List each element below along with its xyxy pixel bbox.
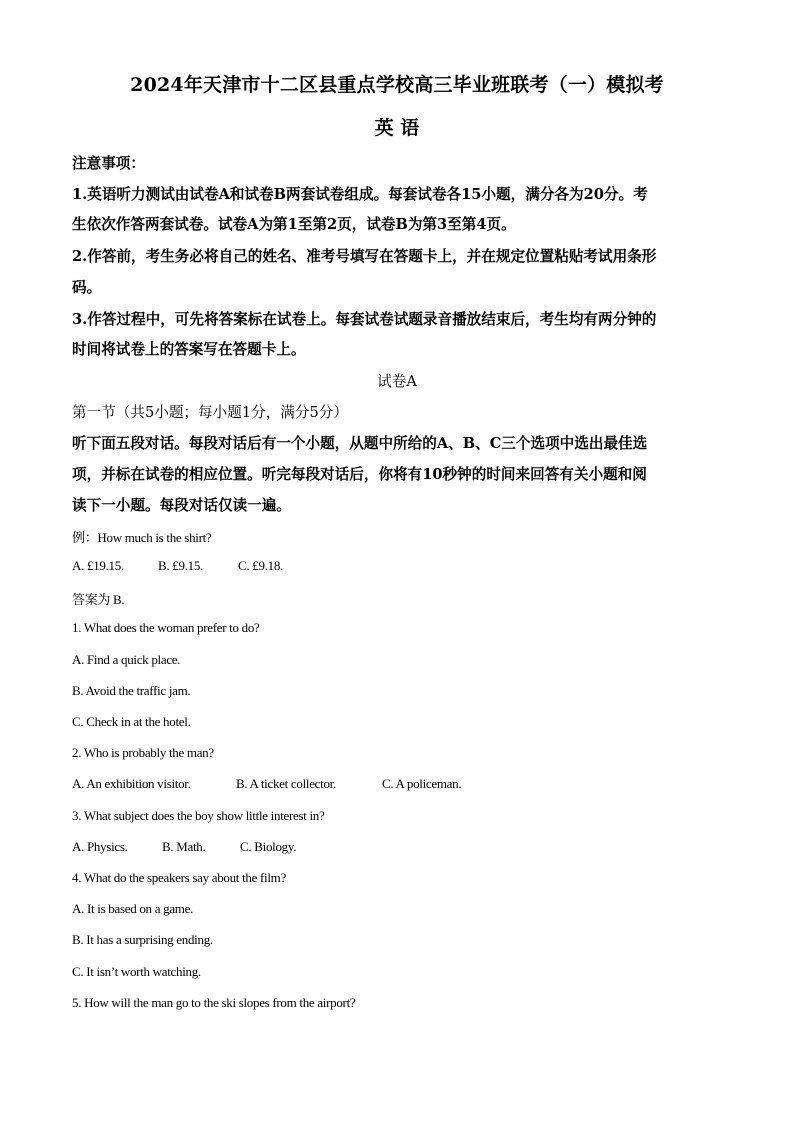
note-1-line-1: 1.英语听力测试由试卷A和试卷B两套试卷组成。每套试卷各15小题，满分各为20分。考 <box>72 186 648 203</box>
note-2-line-1: 2.作答前，考生务必将自己的姓名、准考号填写在答题卡上，并在规定位置粘贴考试用条形 <box>72 248 657 265</box>
exam-title: 2024年天津市十二区县重点学校高三毕业班联考（一）模拟考 <box>130 74 664 96</box>
note-3-line-1: 3.作答过程中，可先将答案标在试卷上。每套试卷试题录音播放结束后，考生均有两分钟的 <box>72 311 657 328</box>
question-4-option-a: A. It is based on a game. <box>72 901 194 916</box>
note-2-line-2: 码。 <box>72 279 102 296</box>
question-5: 5. How will the man go to the ski slopes from the airport? <box>72 995 356 1010</box>
note-3-line-2: 时间将试卷上的答案写在答题卡上。 <box>72 341 306 358</box>
question-4-option-b: B. It has a surprising ending. <box>72 932 213 947</box>
section-heading: 第一节（共5小题；每小题1分，满分5分） <box>72 404 348 421</box>
instructions-line-3: 读下一小题。每段对话仅读一遍。 <box>72 497 291 514</box>
question-3-option-b: B. Math. <box>162 839 206 854</box>
example-option-c: C. £9.18. <box>238 558 283 573</box>
instructions-line-1: 听下面五段对话。每段对话后有一个小题，从题中所给的A、B、C三个选项中选出最佳选 <box>72 435 648 452</box>
example-option-b: B. £9.15. <box>158 558 203 573</box>
question-4: 4. What do the speakers say about the film? <box>72 870 286 885</box>
instructions-line-2: 项，并标在试卷的相应位置。听完每段对话后，你将有10秒钟的时间来回答有关小题和阅 <box>72 466 647 483</box>
question-3-option-a: A. Physics. <box>72 839 128 854</box>
question-2-option-b: B. A ticket collector. <box>236 776 336 791</box>
exam-subject: 英 语 <box>374 117 420 139</box>
question-3: 3. What subject does the boy show little interest in? <box>72 808 325 823</box>
question-4-option-c: C. It isn’t worth watching. <box>72 964 201 979</box>
question-2-option-c: C. A policeman. <box>382 776 462 791</box>
note-1-line-2: 生依次作答两套试卷。试卷A为第1至第2页，试卷B为第3至第4页。 <box>72 216 516 233</box>
question-1-option-a: A. Find a quick place. <box>72 652 181 667</box>
example-answer: 答案为 B. <box>72 592 125 607</box>
question-1: 1. What does the woman prefer to do? <box>72 620 260 635</box>
question-2-options <box>72 776 461 792</box>
question-2-option-a: A. An exhibition visitor. <box>72 776 191 791</box>
notes-heading: 注意事项： <box>72 155 145 172</box>
question-1-option-c: C. Check in at the hotel. <box>72 714 191 729</box>
example-question: 例：How much is the shirt? <box>72 530 212 545</box>
question-3-option-c: C. Biology. <box>240 839 297 854</box>
question-3-options <box>72 839 296 855</box>
example-options <box>72 558 283 574</box>
question-1-option-b: B. Avoid the traffic jam. <box>72 683 191 698</box>
example-option-a: A. £19.15. <box>72 558 124 573</box>
question-2: 2. Who is probably the man? <box>72 745 214 760</box>
paper-label: 试卷A <box>377 373 417 390</box>
